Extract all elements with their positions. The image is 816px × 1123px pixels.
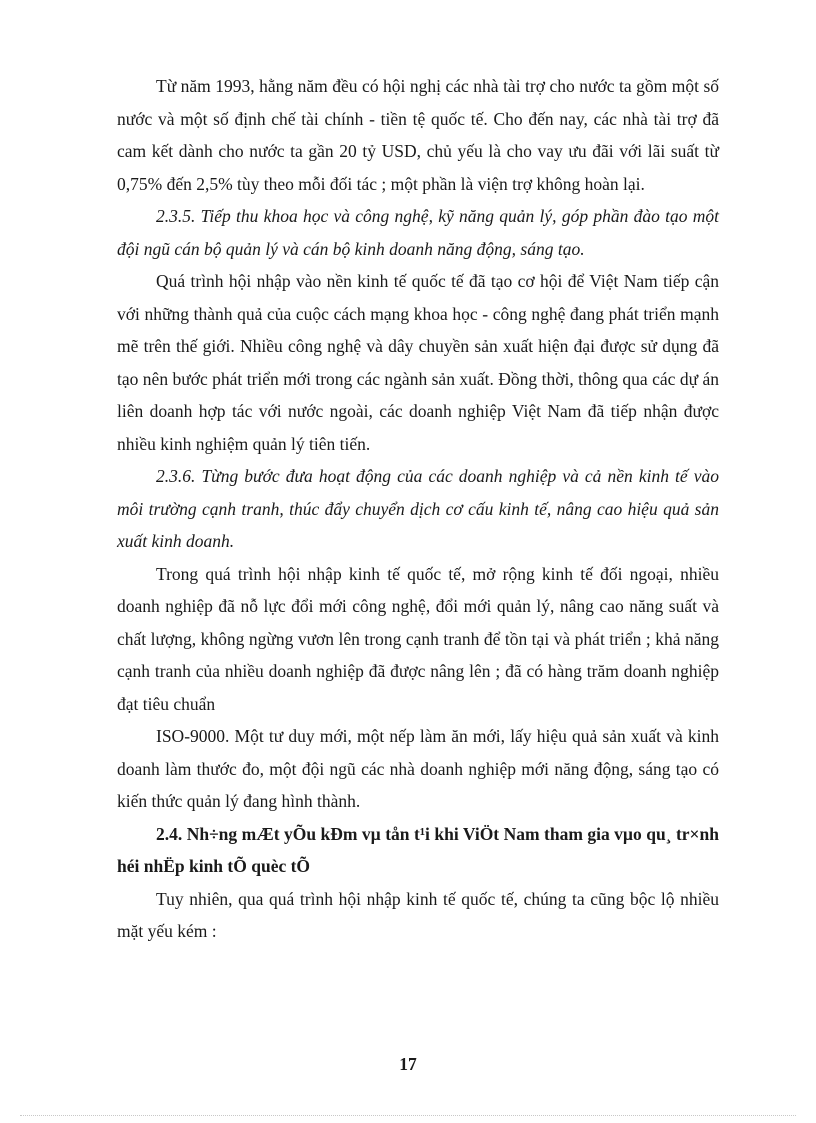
paragraph-donors: Từ năm 1993, hằng năm đều có hội nghị các nhà tài trợ cho nước ta gồm một số nước và một số định chế tài chính - tiền tệ quốc tế. Cho đến nay, các nhà tài trợ đã cam kết dành cho nước ta gần 20 tỷ USD, chủ yếu là cho vay ưu đãi với lãi suất từ 0,75% đến 2,5% tùy theo mỗi đối tác ; một phần là viện trợ không hoàn lại. [117,76,719,194]
paragraph-iso: ISO-9000. Một tư duy mới, một nếp làm ăn mới, lấy hiệu quả sản xuất và kinh doanh làm thước đo, một đội ngũ các nhà doanh nghiệp mới năng động, sáng tạo có kiến thức quản lý đang hình thành. [117,726,719,811]
paragraph-competition: Trong quá trình hội nhập kinh tế quốc tế, mở rộng kinh tế đối ngoại, nhiều doanh nghiệp đã nỗ lực đổi mới công nghệ, đổi mới quản lý, nâng cao năng suất và chất lượng, không ngừng vươn lên trong cạnh tranh để tồn tại và phát triển ; khả năng cạnh tranh của nhiều doanh nghiệp đã được nâng lên ; đã có hàng trăm doanh nghiệp đạt tiêu chuẩn [117,563,719,714]
heading-2-4: 2.4. Nh÷ng mÆt yÕu kÐm vµ tån t¹i khi ViÖt Nam tham gia vµo qu¸ tr×nh héi nhËp kinh tÕ quèc tÕ [117,823,719,876]
heading-2-3-5: 2.3.5. Tiếp thu khoa học và công nghệ, kỹ năng quản lý, góp phần đào tạo một đội ngũ cán bộ quản lý và cán bộ kinh doanh năng động, sáng tạo. [117,206,719,259]
paragraph-weaknesses: Tuy nhiên, qua quá trình hội nhập kinh tế quốc tế, chúng ta cũng bộc lộ nhiều mặt yếu kém : [117,888,719,941]
document-body [117,70,719,948]
heading-2-3-6: 2.3.6. Từng bước đưa hoạt động của các doanh nghiệp và cả nền kinh tế vào môi trường cạnh tranh, thúc đẩy chuyển dịch cơ cấu kinh tế, nâng cao hiệu quả sản xuất kinh doanh. [117,466,719,551]
page-number: 17 [399,1054,417,1074]
footer-divider [20,1115,796,1116]
paragraph-technology: Quá trình hội nhập vào nền kinh tế quốc tế đã tạo cơ hội để Việt Nam tiếp cận với những thành quả của cuộc cách mạng khoa học - công nghệ đang phát triển mạnh mẽ trên thế giới. Nhiều công nghệ và dây chuyền sản xuất hiện đại được sử dụng đã tạo nên bước phát triển mới trong các ngành sản xuất. Đồng thời, thông qua các dự án liên doanh hợp tác với nước ngoài, các doanh nghiệp Việt Nam đã tiếp nhận được nhiều kinh nghiệm quản lý tiên tiến. [117,271,719,454]
